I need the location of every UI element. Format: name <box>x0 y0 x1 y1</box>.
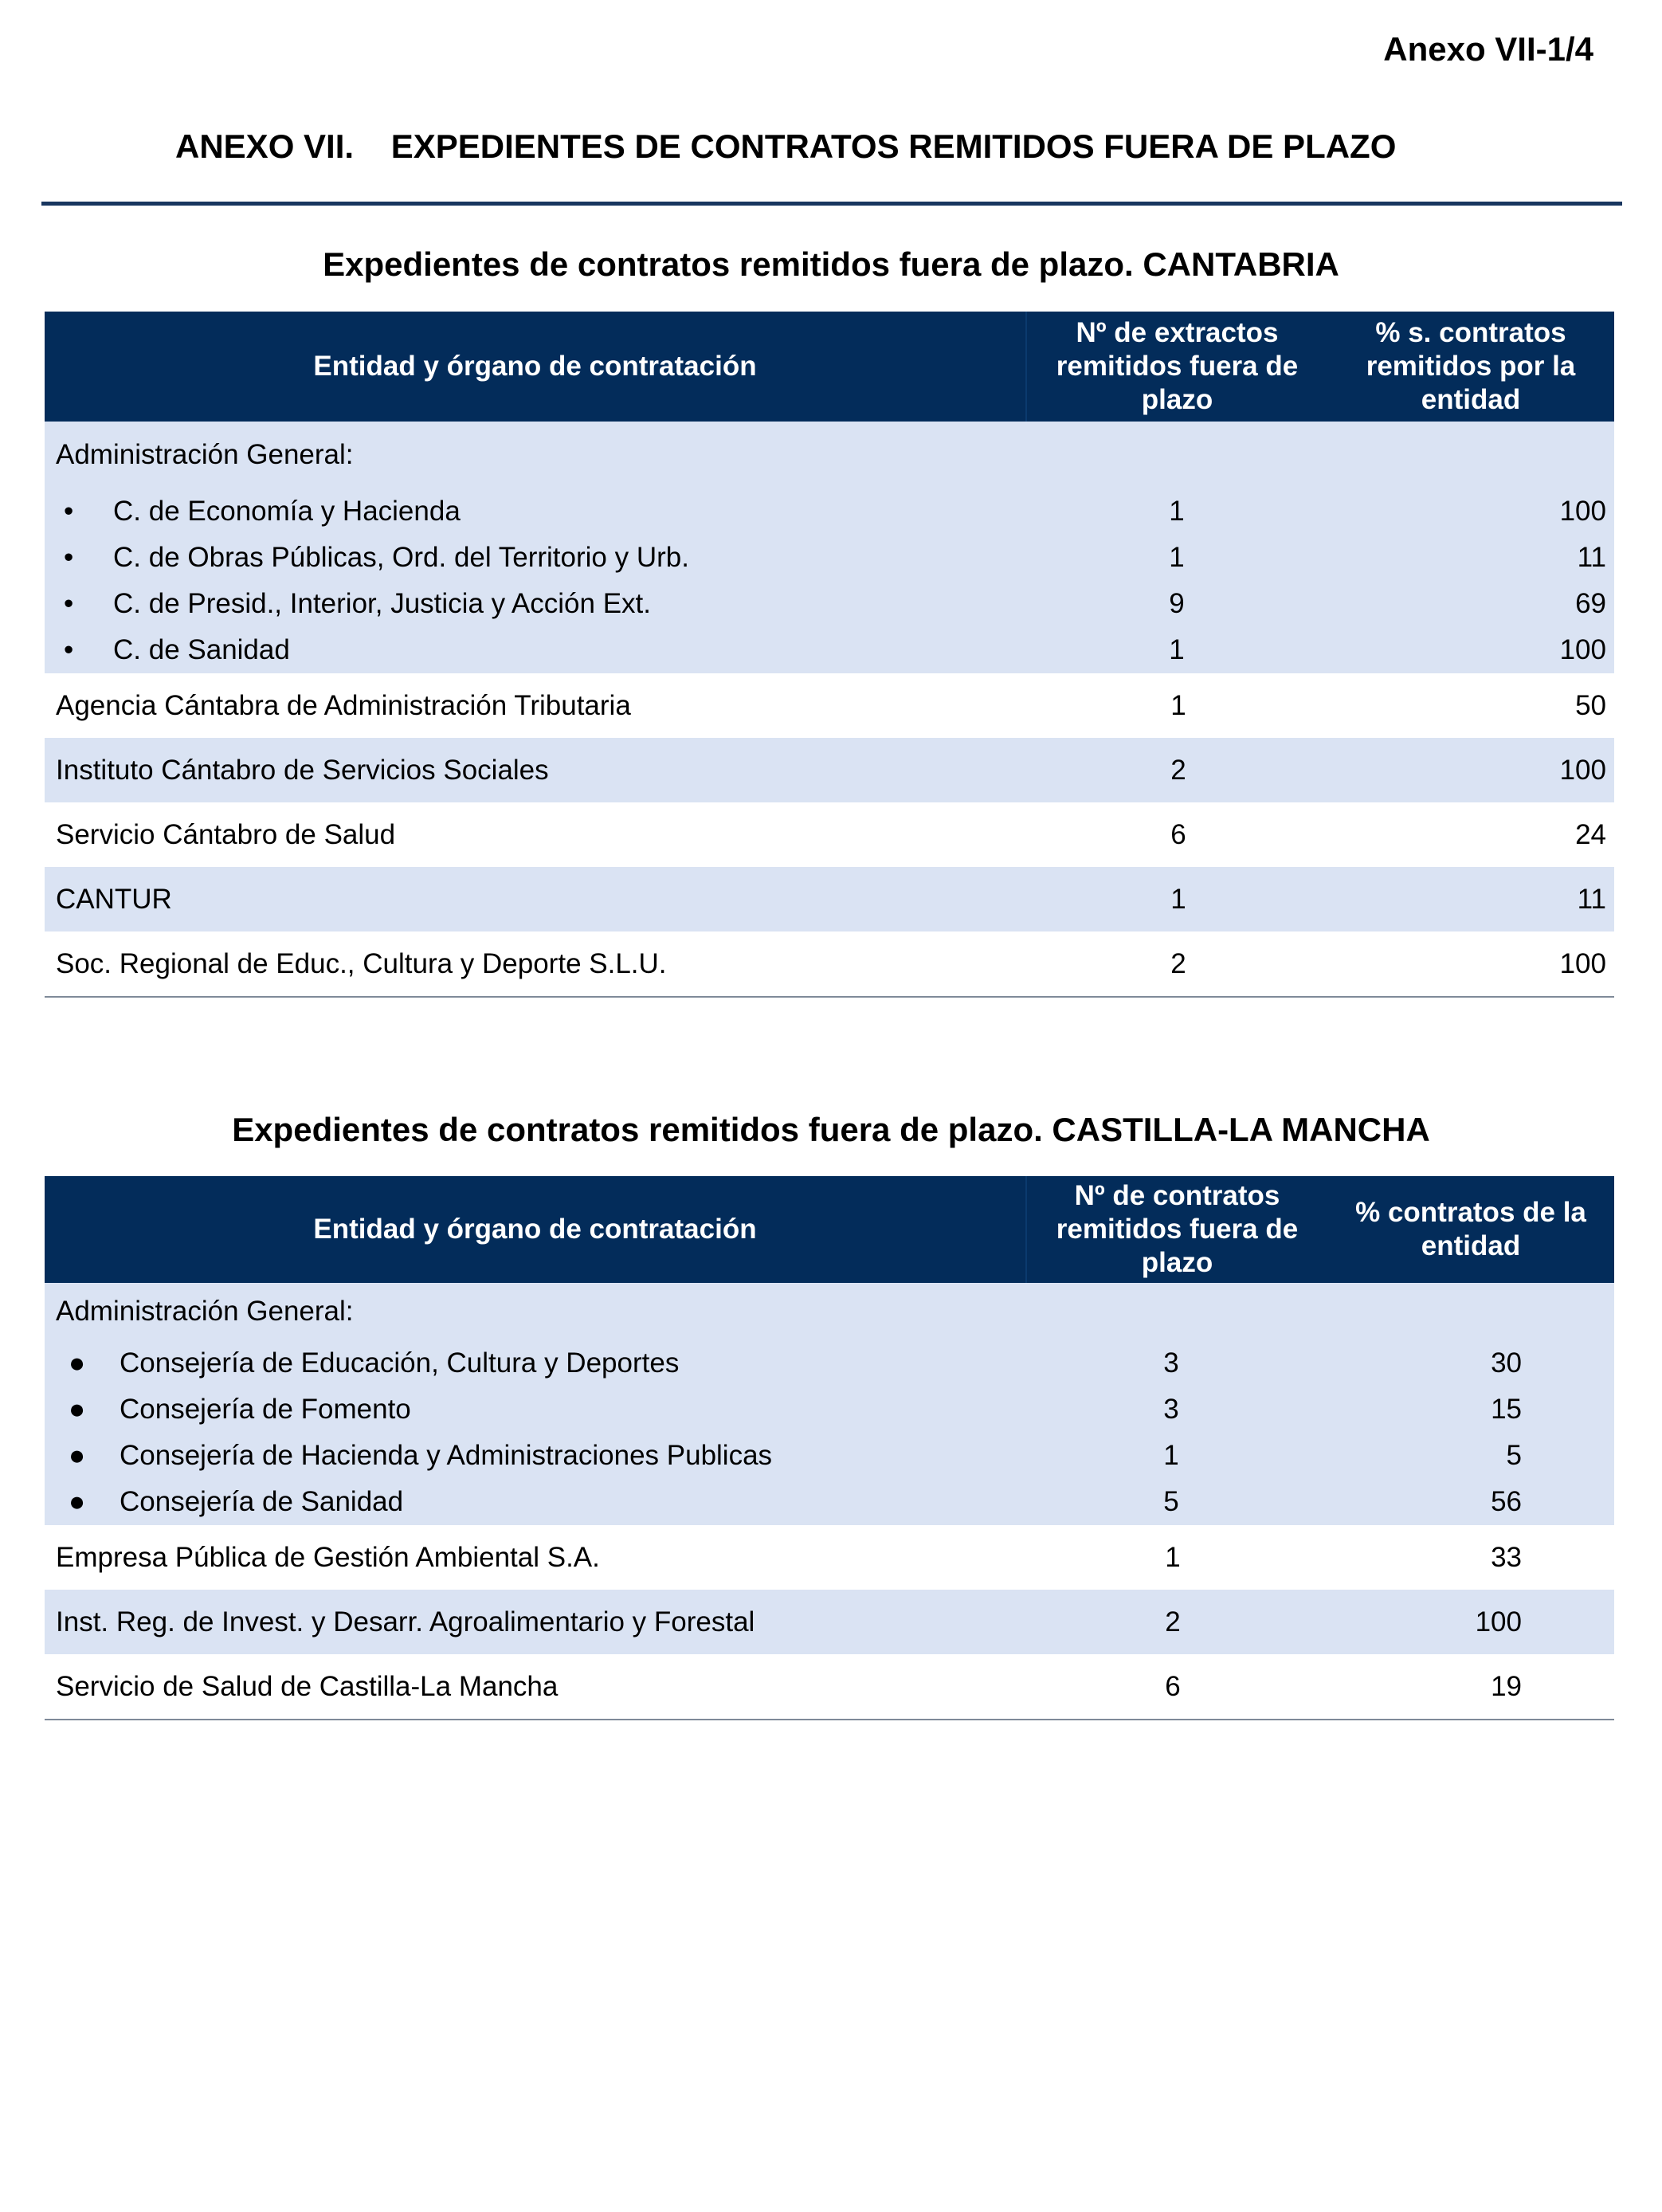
percent-cell: 100 <box>1327 931 1614 997</box>
table-header-row <box>45 1176 1614 1283</box>
count-cell: 2 <box>1026 931 1327 997</box>
bullet-icon: • <box>64 496 74 527</box>
entity-cell <box>45 1340 1026 1386</box>
table-row <box>45 1590 1614 1654</box>
percent-cell: 24 <box>1575 818 1606 850</box>
count-cell: 1 <box>1165 1541 1181 1573</box>
entity-name: Agencia Cántabra de Administración Tributaria <box>56 689 631 721</box>
table-row <box>45 488 1614 535</box>
percent-cell: 100 <box>1327 1590 1614 1654</box>
column-header-entity: Entidad y órgano de contratación <box>45 1176 1026 1283</box>
table-cantabria <box>45 312 1614 998</box>
table-row <box>45 738 1614 802</box>
table-title-castilla-la-mancha: Expedientes de contratos remitidos fuera de plazo. CASTILLA-LA MANCHA <box>232 1111 1430 1148</box>
column-header-percent: % contratos de la entidad <box>1327 1176 1614 1283</box>
column-header-count: Nº de contratos remitidos fuera de plazo <box>1026 1176 1327 1283</box>
entity-cell <box>45 1479 1026 1525</box>
entity-name: Empresa Pública de Gestión Ambiental S.A. <box>56 1541 600 1573</box>
count-cell: 1 <box>1026 535 1327 581</box>
group-header-row <box>45 1283 1614 1340</box>
entity-cell <box>45 581 1026 627</box>
table-row <box>45 1654 1614 1720</box>
table-row <box>45 581 1614 627</box>
count-cell: 1 <box>1026 1433 1327 1479</box>
bullet-icon: • <box>64 542 74 573</box>
count-cell: 9 <box>1026 581 1327 627</box>
bullet-icon: ● <box>69 1347 86 1379</box>
entity-name: C. de Economía y Hacienda <box>113 496 461 527</box>
bullet-icon: ● <box>69 1486 86 1517</box>
percent-cell: 11 <box>1327 535 1614 581</box>
count-cell: 3 <box>1026 1386 1327 1433</box>
count-cell: 2 <box>1026 1590 1327 1654</box>
group-header-row <box>45 422 1614 488</box>
count-cell: 1 <box>1026 488 1327 535</box>
entity-name: C. de Presid., Interior, Justicia y Acción Ext. <box>113 588 651 619</box>
entity-cell <box>45 488 1026 535</box>
entity-cell <box>45 627 1026 673</box>
table-castilla-la-mancha <box>45 1176 1614 1720</box>
percent-cell: 100 <box>1327 627 1614 673</box>
column-header-percent: % s. contratos remitidos por la entidad <box>1327 312 1614 422</box>
percent-cell: 5 <box>1327 1433 1614 1479</box>
percent-cell: 69 <box>1327 581 1614 627</box>
bullet-icon: ● <box>69 1394 86 1425</box>
annex-page-code: Anexo VII-1/4 <box>1383 30 1593 68</box>
percent-cell: 100 <box>1327 738 1614 802</box>
entity-name: Instituto Cántabro de Servicios Sociales <box>45 738 1026 802</box>
group-label: Administración General: <box>45 1283 1614 1340</box>
document-title <box>0 127 1662 166</box>
entity-name: C. de Sanidad <box>113 634 290 665</box>
count-cell: 1 <box>1026 867 1327 931</box>
percent-cell: 56 <box>1327 1479 1614 1525</box>
table-row <box>45 1525 1614 1590</box>
entity-name: CANTUR <box>45 867 1026 931</box>
entity-cell <box>45 1433 1026 1479</box>
percent-cell: 50 <box>1575 689 1606 721</box>
group-label: Administración General: <box>45 422 1614 488</box>
table-title-cantabria: Expedientes de contratos remitidos fuera de plazo. CANTABRIA <box>323 245 1339 283</box>
entity-name: Servicio Cántabro de Salud <box>56 818 396 850</box>
table-row <box>45 1340 1614 1386</box>
entity-cell <box>45 1386 1026 1433</box>
table-row <box>45 931 1614 997</box>
entity-name: Consejería de Educación, Cultura y Deportes <box>120 1347 680 1379</box>
table-row <box>45 1479 1614 1525</box>
count-cell: 1 <box>1026 627 1327 673</box>
percent-cell: 11 <box>1327 867 1614 931</box>
count-cell: 6 <box>1170 818 1186 850</box>
percent-cell: 19 <box>1327 1654 1614 1720</box>
entity-name: Consejería de Hacienda y Administraciones Publicas <box>120 1440 773 1471</box>
count-cell: 1 <box>1170 689 1186 721</box>
entity-name: Servicio de Salud de Castilla-La Mancha <box>45 1654 1026 1720</box>
title-divider <box>41 202 1622 206</box>
table-row <box>45 802 1614 867</box>
column-header-count: Nº de extractos remitidos fuera de plazo <box>1026 312 1327 422</box>
entity-name: Consejería de Sanidad <box>120 1486 404 1517</box>
entity-name: Inst. Reg. de Invest. y Desarr. Agroalimentario y Forestal <box>45 1590 1026 1654</box>
entity-cell <box>45 535 1026 581</box>
bullet-icon: ● <box>69 1440 86 1471</box>
percent-cell: 30 <box>1327 1340 1614 1386</box>
percent-cell: 15 <box>1327 1386 1614 1433</box>
table-row <box>45 1433 1614 1479</box>
count-cell: 3 <box>1026 1340 1327 1386</box>
percent-cell: 100 <box>1327 488 1614 535</box>
table-row <box>45 1386 1614 1433</box>
percent-cell: 33 <box>1491 1541 1522 1573</box>
table-row <box>45 867 1614 931</box>
count-cell: 5 <box>1026 1479 1327 1525</box>
bullet-icon: • <box>64 588 74 619</box>
table-row <box>45 673 1614 738</box>
entity-name: C. de Obras Públicas, Ord. del Territorio y Urb. <box>113 542 689 573</box>
bullet-icon: • <box>64 634 74 665</box>
count-cell: 2 <box>1026 738 1327 802</box>
count-cell: 6 <box>1026 1654 1327 1720</box>
document-title-text: ANEXO VII. EXPEDIENTES DE CONTRATOS REMITIDOS FUERA DE PLAZO <box>175 127 1397 165</box>
table-header-row <box>45 312 1614 422</box>
table-row <box>45 627 1614 673</box>
entity-name: Soc. Regional de Educ., Cultura y Deporte S.L.U. <box>45 931 1026 997</box>
column-header-entity: Entidad y órgano de contratación <box>45 312 1026 422</box>
table-row <box>45 535 1614 581</box>
entity-name: Consejería de Fomento <box>120 1394 411 1425</box>
